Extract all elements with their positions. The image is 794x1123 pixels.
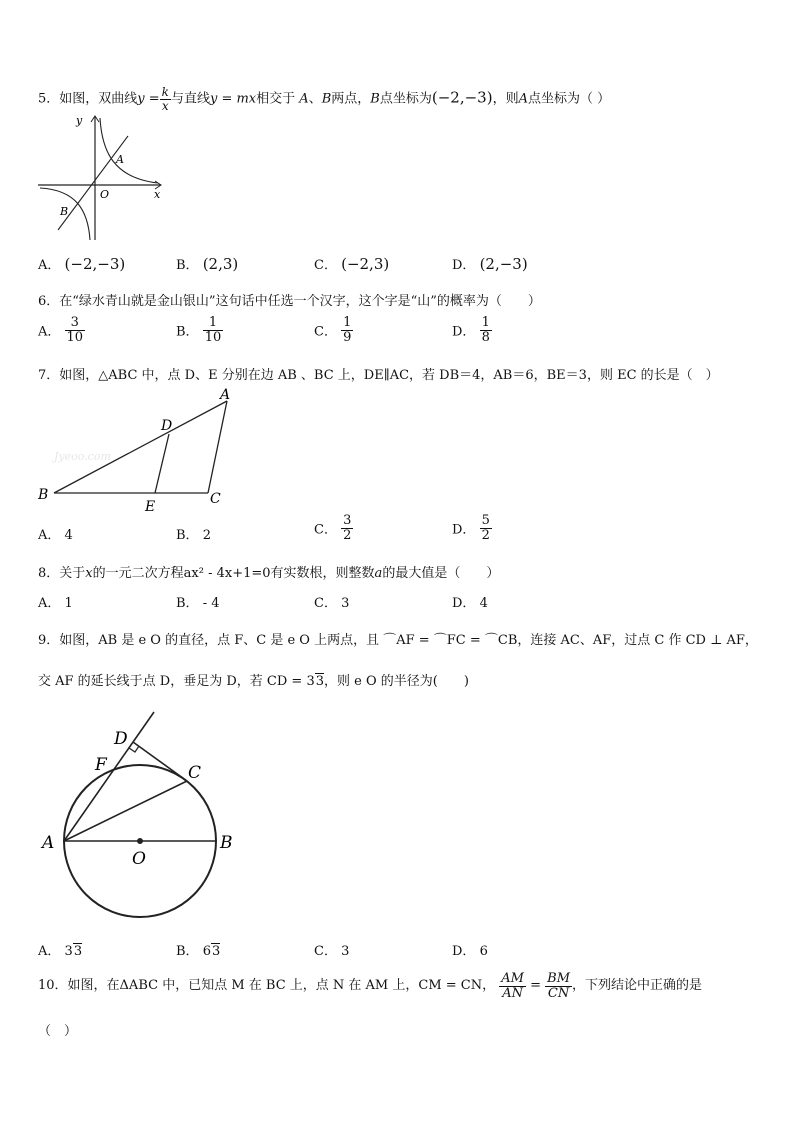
q7-option-a[interactable]: A． 4 — [38, 528, 73, 543]
q5-label-y: y — [76, 114, 83, 127]
q9-stem-line1: 9．如图，AB 是 e O 的直径，点 F、C 是 e O 上两点，且 ⌒AF = ⌒FC = ⌒CB，连接 AC、AF，过点 C 作 CD ⊥ AF， — [38, 633, 758, 648]
q5-option-d[interactable]: D． (2,−3) — [452, 255, 528, 273]
q7-options — [38, 514, 758, 556]
q7-stem: 7．如图，△ABC 中，点 D、E 分别在边 AB 、BC 上，DE∥AC，若 DB＝4，AB＝6，BE＝3，则 EC 的长是（ ） — [38, 368, 719, 383]
q5-fraction: $\frac{k}{x}$ — [161, 85, 169, 113]
q9-option-b[interactable]: B． 63 — [176, 944, 221, 959]
q5-hyperbola-figure — [36, 112, 166, 242]
q9-label-d: D — [114, 729, 128, 749]
q7-label-b: B — [38, 487, 49, 503]
q7-triangle-figure — [34, 384, 244, 514]
q8-option-b[interactable]: B． - 4 — [176, 596, 220, 611]
q9-option-c[interactable]: C． 3 — [314, 944, 350, 959]
q9-circle-figure — [36, 704, 246, 924]
q7-label-e: E — [145, 499, 156, 514]
q8-option-a[interactable]: A． 1 — [38, 596, 73, 611]
q6-option-b[interactable]: B． $\frac{1}{10}$ — [176, 315, 222, 345]
q9-label-b: B — [220, 833, 233, 853]
q7-label-a: A — [220, 387, 231, 403]
q9-stem-line2: 交 AF 的延长线于点 D，垂足为 D，若 CD = 33，则 e O 的半径为( ) — [38, 674, 469, 689]
q5-label-b: B — [60, 205, 69, 218]
q5-options — [38, 252, 758, 276]
q10-stem-line1: 10．如图，在ΔABC 中，已知点 M 在 BC 上，点 N 在 AM 上，CM = CN， $\frac{AM}{AN}$ = $\frac{BM}{CN}$ ，下列结论中正确的是 — [38, 971, 703, 1001]
q8-stem: 8．关于x的一元二次方程ax² - 4x+1=0有实数根，则整数a的最大值是（ ） — [38, 566, 500, 581]
q6-option-c[interactable]: C． $\frac{1}{9}$ — [314, 315, 352, 345]
q9-label-f: F — [95, 755, 107, 775]
q5-label-x: x — [154, 188, 161, 201]
q5-label-a: A — [116, 153, 124, 166]
q5-option-b[interactable]: B． (2,3) — [176, 255, 239, 273]
q8-option-d[interactable]: D． 4 — [452, 596, 488, 611]
q9-label-c: C — [188, 763, 202, 783]
q5-stem: 5．如图，双曲线y = $\frac{k}{x}$ 与直线y = mx相交于 A、B两点，B点坐标为(−2,−3)，则A点坐标为（ ） — [38, 85, 611, 113]
q7-option-c[interactable]: C． $\frac{3}{2}$ — [314, 513, 352, 543]
q9-label-o: O — [132, 849, 146, 869]
q6-options — [38, 316, 758, 358]
q9-option-a[interactable]: A． 33 — [38, 944, 83, 959]
q7-label-d: D — [161, 418, 173, 434]
q5-label-o: O — [100, 188, 110, 201]
q8-options — [38, 592, 758, 614]
q7-watermark: Jyeoo.com — [54, 450, 111, 463]
q8-option-c[interactable]: C． 3 — [314, 596, 350, 611]
q7-option-d[interactable]: D． $\frac{5}{2}$ — [452, 513, 490, 543]
q5-option-a[interactable]: A． (−2,−3) — [38, 255, 126, 273]
q9-options — [38, 940, 758, 962]
q5-option-c[interactable]: C． (−2,3) — [314, 255, 390, 273]
q6-option-a[interactable]: A． $\frac{3}{10}$ — [38, 315, 84, 345]
q10-stem-line2: （ ） — [38, 1024, 78, 1039]
q9-option-d[interactable]: D． 6 — [452, 944, 488, 959]
q9-label-a: A — [42, 833, 55, 853]
q7-label-c: C — [210, 491, 221, 507]
q6-option-d[interactable]: D． $\frac{1}{8}$ — [452, 315, 490, 345]
q7-option-b[interactable]: B． 2 — [176, 528, 211, 543]
q6-stem: 6．在“绿水青山就是金山银山”这句话中任选一个汉字，这个字是“山”的概率为（ ） — [38, 294, 541, 309]
q5-coord: (−2,−3) — [431, 88, 493, 107]
